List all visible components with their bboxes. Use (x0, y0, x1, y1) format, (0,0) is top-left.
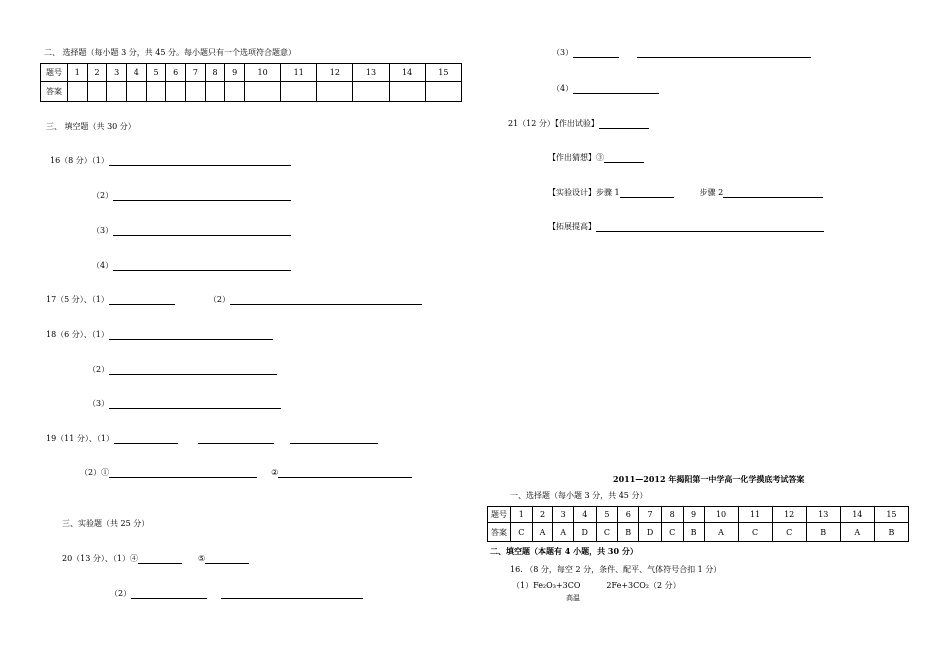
answer-choice-cell: A (840, 523, 874, 542)
table-answer-cell[interactable] (186, 82, 206, 102)
table-number-cell: 10 (245, 64, 281, 82)
answer-number-cell: 13 (806, 507, 840, 523)
answer-q16-condition: 高温 (566, 594, 580, 602)
q16-1: 16（8 分）（1） (50, 156, 291, 166)
table-number-cell: 14 (389, 64, 425, 82)
table-number-cell: 12 (317, 64, 353, 82)
table-number-cell: 7 (186, 64, 206, 82)
section2-title: 二、 选择题（每小题 3 分，共 45 分。每小题只有一个选项符合题意） (44, 48, 296, 57)
table-answer-cell[interactable] (107, 82, 127, 102)
answer-choice-cell: C (738, 523, 772, 542)
right-q3: （3） (552, 48, 811, 58)
q17: 17（5 分）、（1） （2） (46, 295, 422, 305)
table-answer-label: 答案 (41, 82, 68, 102)
answer-number-cell: 2 (532, 507, 553, 523)
q20-1: 20（13 分）、（1）④ ⑤ (62, 554, 249, 564)
table-answer-cell[interactable] (353, 82, 389, 102)
q18-3: （3） (88, 399, 281, 409)
answer-choice-cell: D (573, 523, 596, 542)
section3-title: 三、 填空题（共 30 分） (46, 122, 136, 131)
table-answer-cell[interactable] (245, 82, 281, 102)
q19-1: 19（11 分）、（1） (46, 434, 378, 444)
answer-choice-cell: B (683, 523, 704, 542)
table-answer-cell[interactable] (389, 82, 425, 102)
table-number-cell: 8 (205, 64, 225, 82)
answer-number-cell: 4 (573, 507, 596, 523)
answer-choice-cell: C (511, 523, 533, 542)
table-answer-cell[interactable] (225, 82, 245, 102)
q16-4: （4） (92, 261, 291, 271)
table-answer-cell[interactable] (166, 82, 186, 102)
table-answer-cell[interactable] (205, 82, 225, 102)
table-number-cell: 11 (281, 64, 317, 82)
answer-choice-cell: B (618, 523, 639, 542)
table-number-cell: 5 (146, 64, 166, 82)
answer-number-cell: 10 (704, 507, 738, 523)
answer-number-cell: 3 (553, 507, 574, 523)
answer-number-cell: 12 (772, 507, 806, 523)
table-number-cell: 9 (225, 64, 245, 82)
answer-sec1: 一、选择题（每小题 3 分，共 45 分） (510, 491, 648, 500)
answer-choice-cell: B (806, 523, 840, 542)
answer-number-cell: 5 (596, 507, 618, 523)
answer-number-cell: 7 (639, 507, 662, 523)
q16-2: （2） (92, 191, 291, 201)
table-number-cell: 13 (353, 64, 389, 82)
answer-number-cell: 8 (661, 507, 683, 523)
answer-choice-cell: D (639, 523, 662, 542)
q20-2: （2） (110, 589, 363, 599)
answer-number-cell: 1 (511, 507, 533, 523)
answer-answer-label: 答案 (488, 523, 511, 542)
q16-3: （3） (92, 226, 291, 236)
answer-number-cell: 6 (618, 507, 639, 523)
answer-choice-cell: A (704, 523, 738, 542)
table-number-cell: 15 (425, 64, 461, 82)
answer-choice-cell: C (772, 523, 806, 542)
table-number-cell: 2 (87, 64, 107, 82)
q21: 21（12 分）【作出试验】 (508, 119, 649, 129)
right-q4: （4） (552, 84, 659, 94)
answer-choice-cell: A (553, 523, 574, 542)
table-answer-cell[interactable] (87, 82, 107, 102)
table-answer-cell[interactable] (127, 82, 147, 102)
answer-q16-equation: （1）Fe₂O₃+3CO 2Fe+3CO₂（2 分） (512, 581, 681, 590)
answer-number-cell: 15 (874, 507, 908, 523)
answer-choice-cell: A (532, 523, 553, 542)
table-number-cell: 1 (68, 64, 88, 82)
table-answer-cell[interactable] (146, 82, 166, 102)
q18-1: 18（6 分）、（1） (46, 330, 273, 340)
table-answer-cell[interactable] (425, 82, 461, 102)
answer-choice-cell: C (661, 523, 683, 542)
q21-extend: 【拓展提高】 (548, 222, 824, 232)
table-answer-cell[interactable] (317, 82, 353, 102)
answer-number-cell: 11 (738, 507, 772, 523)
answer-header-label: 题号 (488, 507, 511, 523)
table-number-cell: 4 (127, 64, 147, 82)
q19-2: （2）① ② (80, 468, 412, 478)
answer-choice-cell: B (874, 523, 908, 542)
q21-guess: 【作出猜想】③ (548, 153, 644, 163)
table-header-label: 题号 (41, 64, 68, 82)
answer-sec2: 二、填空题（本题有 4 小题，共 30 分） (490, 546, 638, 556)
q18-2: （2） (88, 365, 277, 375)
table-answer-cell[interactable] (281, 82, 317, 102)
answer-key-title: 2011—2012 年揭阳第一中学高一化学摸底考试答案 (613, 474, 805, 484)
experiment-section-title: 三、实验题（共 25 分） (62, 519, 150, 528)
answer-key-table (487, 506, 909, 542)
answer-number-cell: 9 (683, 507, 704, 523)
choice-answer-table (40, 63, 462, 102)
q21-design: 【实验设计】步骤 1 步骤 2 (548, 188, 823, 198)
answer-number-cell: 14 (840, 507, 874, 523)
table-number-cell: 6 (166, 64, 186, 82)
answer-q16-note: 16. （8 分，每空 2 分，条件、配平、气体符号合扣 1 分） (510, 565, 722, 574)
table-number-cell: 3 (107, 64, 127, 82)
answer-choice-cell: C (596, 523, 618, 542)
table-answer-cell[interactable] (68, 82, 88, 102)
